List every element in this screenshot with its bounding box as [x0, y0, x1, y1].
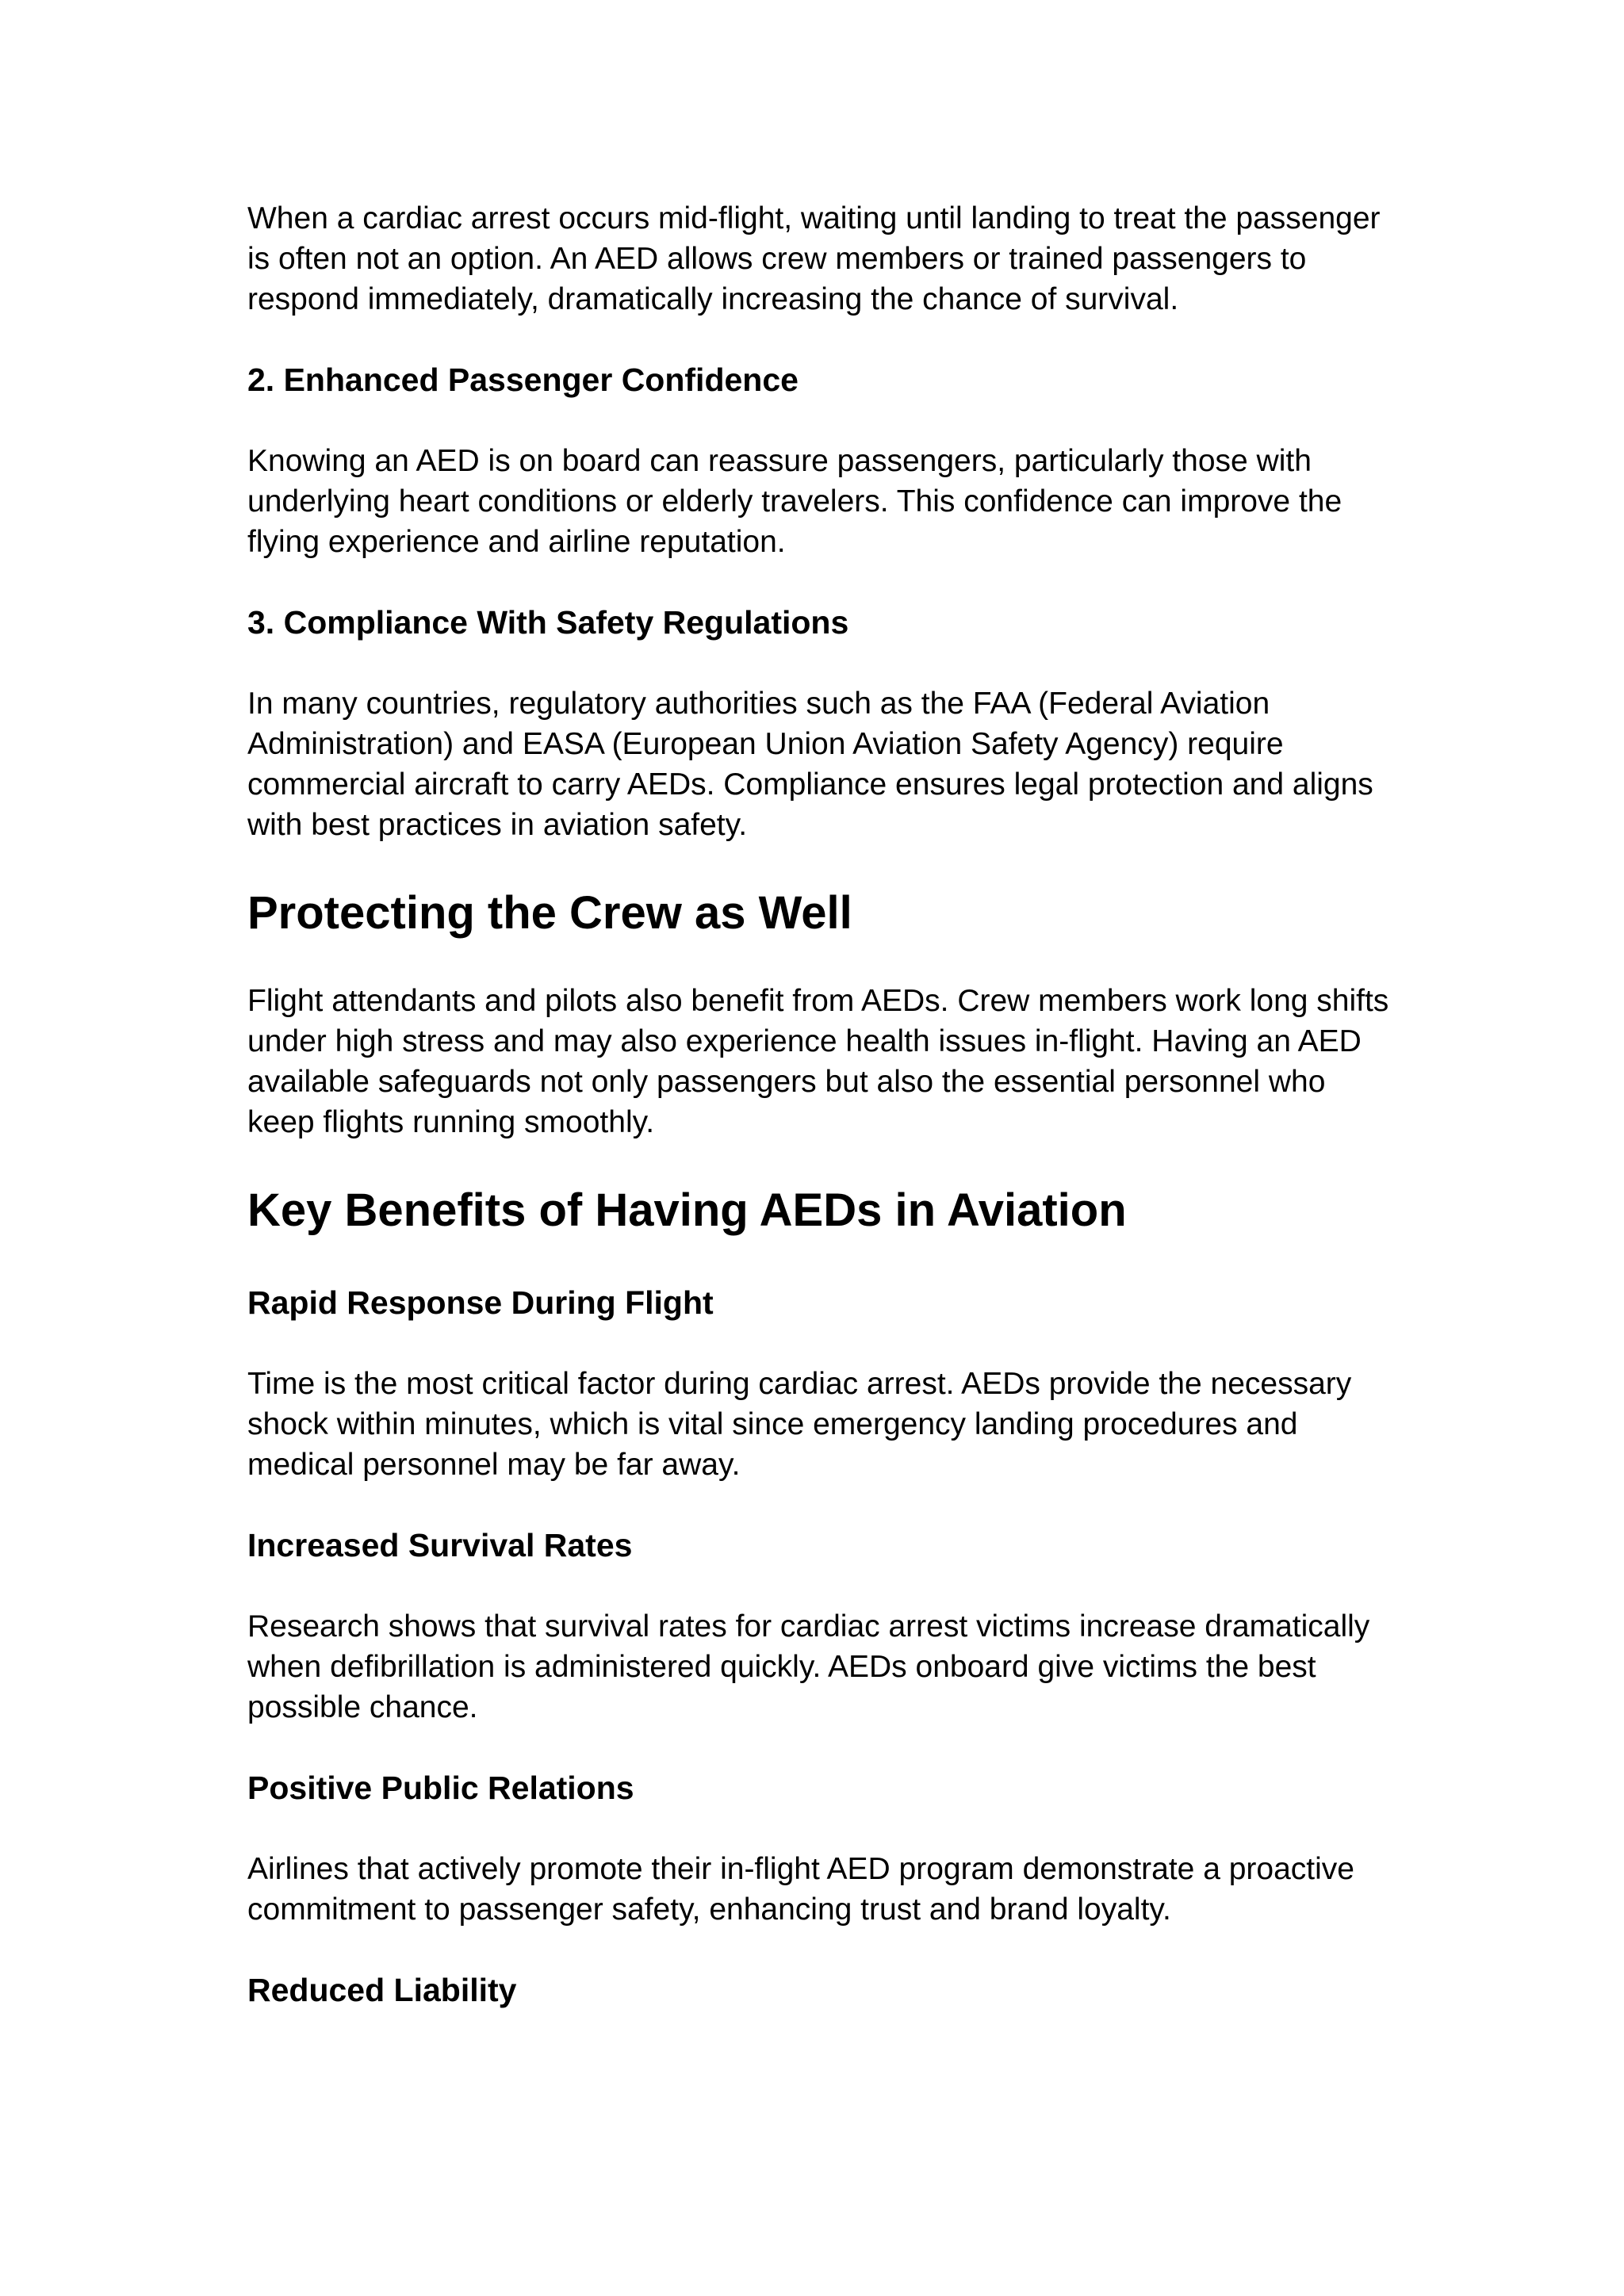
heading-compliance-safety-regulations: 3. Compliance With Safety Regulations: [247, 604, 849, 641]
paragraph-compliance: In many countries, regulatory authorities such as the FAA (Federal Aviation Administration) and EASA (European Union Aviation Safety Agency) require commercial aircraft to carry AEDs. Compliance ensures legal protection and aligns with best practices in aviation safety.: [247, 687, 1373, 842]
paragraph-public-relations: Airlines that actively promote their in-flight AED program demonstrate a proactive commitment to passenger safety, enhancing trust and brand loyalty.: [247, 1852, 1354, 1927]
heading-protecting-the-crew: Protecting the Crew as Well: [247, 887, 852, 939]
heading-rapid-response: Rapid Response During Flight: [247, 1284, 714, 1321]
heading-positive-public-relations: Positive Public Relations: [247, 1770, 634, 1806]
paragraph-rapid-response: Time is the most critical factor during cardiac arrest. AEDs provide the necessary shock within minutes, which is vital since emergency landing procedures and medical personnel may be far away.: [247, 1367, 1352, 1482]
heading-reduced-liability: Reduced Liability: [247, 1972, 517, 2008]
heading-increased-survival-rates: Increased Survival Rates: [247, 1527, 633, 1563]
paragraph-survival-rates: Research shows that survival rates for cardiac arrest victims increase dramatically when defibrillation is administered quickly. AEDs onboard give victims the best possible chance.: [247, 1609, 1370, 1724]
paragraph-passenger-confidence: Knowing an AED is on board can reassure passengers, particularly those with underlying heart conditions or elderly travelers. This confidence can improve the flying experience and airline reputation.: [247, 444, 1342, 559]
heading-enhanced-passenger-confidence: 2. Enhanced Passenger Confidence: [247, 362, 799, 398]
heading-key-benefits: Key Benefits of Having AEDs in Aviation: [247, 1184, 1127, 1236]
paragraph-cardiac-arrest-midflight: When a cardiac arrest occurs mid-flight, waiting until landing to treat the passenger is often not an option. An AED allows crew members or trained passengers to respond immediately, dramatically increasing the chance of survival.: [247, 201, 1381, 316]
paragraph-protecting-crew: Flight attendants and pilots also benefit from AEDs. Crew members work long shifts under high stress and may also experience health issues in-flight. Having an AED available safeguards not only passengers but also the essential personnel who keep flights running smoothly.: [247, 984, 1389, 1139]
